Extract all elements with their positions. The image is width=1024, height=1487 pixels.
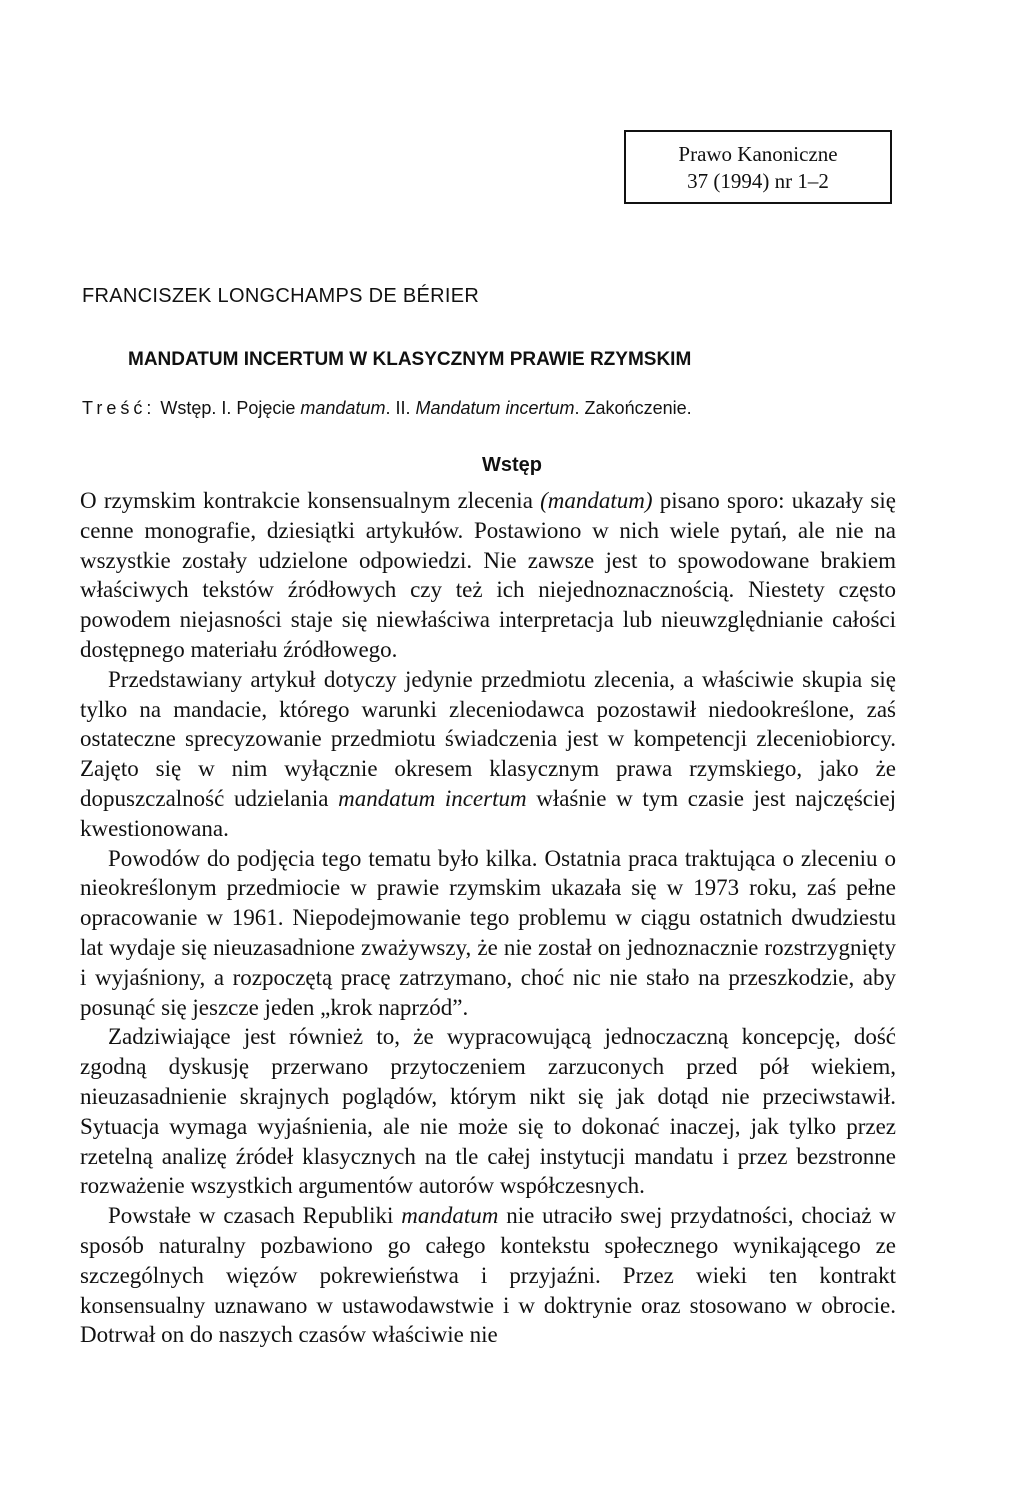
paragraph-text: O rzymskim kontrakcie konsensualnym zlecenia	[80, 488, 541, 513]
journal-name: Prawo Kanoniczne	[678, 142, 838, 166]
body-text	[80, 486, 896, 1350]
paragraph-italic: mandatum incertum	[338, 785, 527, 811]
contents-part: . II.	[385, 398, 416, 418]
paragraph-text: właśnie w tym czasie jest najczęściej kwestionowana.	[80, 785, 896, 841]
contents-italic: Mandatum incertum	[415, 398, 575, 418]
paragraph: Powodów do podjęcia tego tematu było kilka. Ostatnia praca traktująca o zleceniu o nieokreślonym przedmiocie w prawie rzymskim ukazała się w 1973 roku, zaś pełne opracowanie w 1961. Niepodejmowanie tego problemu w ciągu ostatnich dwudziestu lat wydaje się nieuzasadnione zważywszy, że nie został on jednoznacznie rozstrzygnięty i wyjaśniony, a rozpoczętą pracę zatrzymano, choć nic nie stało na przeszkodzie, aby posunąć się jeszcze jeden „krok naprzód”.	[80, 845, 896, 1020]
contents-italic: mandatum	[300, 398, 386, 418]
journal-info-box	[624, 130, 892, 204]
paragraph-italic: (mandatum)	[540, 488, 653, 513]
journal-issue: 37 (1994) nr 1–2	[687, 169, 829, 193]
paragraph-italic: mandatum	[401, 1203, 499, 1229]
article-title: MANDATUM INCERTUM W KLASYCZNYM PRAWIE RZYMSKIM	[128, 349, 692, 370]
contents-label: Treść:	[82, 398, 156, 418]
paragraph-text: nie utraciło swej przydatności, chociaż w sposób naturalny pozbawiono go całego kontekstu społecznego wynikającego ze szczególnych więzów pokrewieństwa i przyjaźni. Przez wieki ten kontrakt konsensualny uznawano w ustawodawstwie i w doktrynie oraz stosowano w obrocie. Dotrwał on do naszych czasów właściwie nie	[80, 1203, 896, 1348]
paragraph-text: pisano sporo: ukazały się cenne monografie, dziesiątki artykułów. Postawiono w nich wiele pytań, ale nie na wszystkie zostały udzielone odpowiedzi. Nie zawsze jest to spowodowane brakiem właściwych tekstów źródłowych czy też ich niejednoznacznością. Niestety często powodem niejasności staje się niewłaściwa interpretacja lub nieuwzględnianie całości dostępnego materiału źródłowego.	[80, 488, 896, 662]
paragraph	[80, 486, 896, 665]
paragraph: Zadziwiające jest również to, że wypracowującą jednoczaczną koncepcję, dość zgodną dyskusję przerwano przytoczeniem zarzuconych przed pół wiekiem, nieuzasadnienie skrajnych poglądów, którym nikt się jak dotąd nie przeciwstawił. Sytuacja wymaga wyjaśnienia, ale nie może się to dokonać inaczej, jak tylko przez rzetelną analizę źródeł klasycznych na tle całej instytucji mandatu i przez bezstronne rozważenie wszystkich argumentów autorów współczesnych.	[80, 1024, 896, 1199]
paragraph	[80, 665, 896, 844]
paragraph-text: Przedstawiany artykuł dotyczy jedynie przedmiotu zlecenia, a właściwie skupia się tylko na mandacie, którego warunki zleceniodawca pozostawił niedookreślone, zaś ostateczne sprecyzowanie przedmiotu świadczenia jest w kompetencji zleceniobiorcy. Zajęto się w nim wyłącznie okresem klasycznym prawa rzymskiego, jako że dopuszczalność udzielania	[80, 666, 896, 811]
contents-part: Wstęp. I. Pojęcie	[155, 398, 301, 418]
paragraph-text: Powstałe w czasach Republiki	[108, 1203, 402, 1229]
paragraph	[80, 1201, 896, 1350]
contents-part: . Zakończenie.	[574, 398, 692, 418]
table-of-contents	[82, 398, 692, 419]
section-heading: Wstęp	[482, 454, 542, 476]
author-name: FRANCISZEK LONGCHAMPS DE BÉRIER	[82, 285, 480, 307]
